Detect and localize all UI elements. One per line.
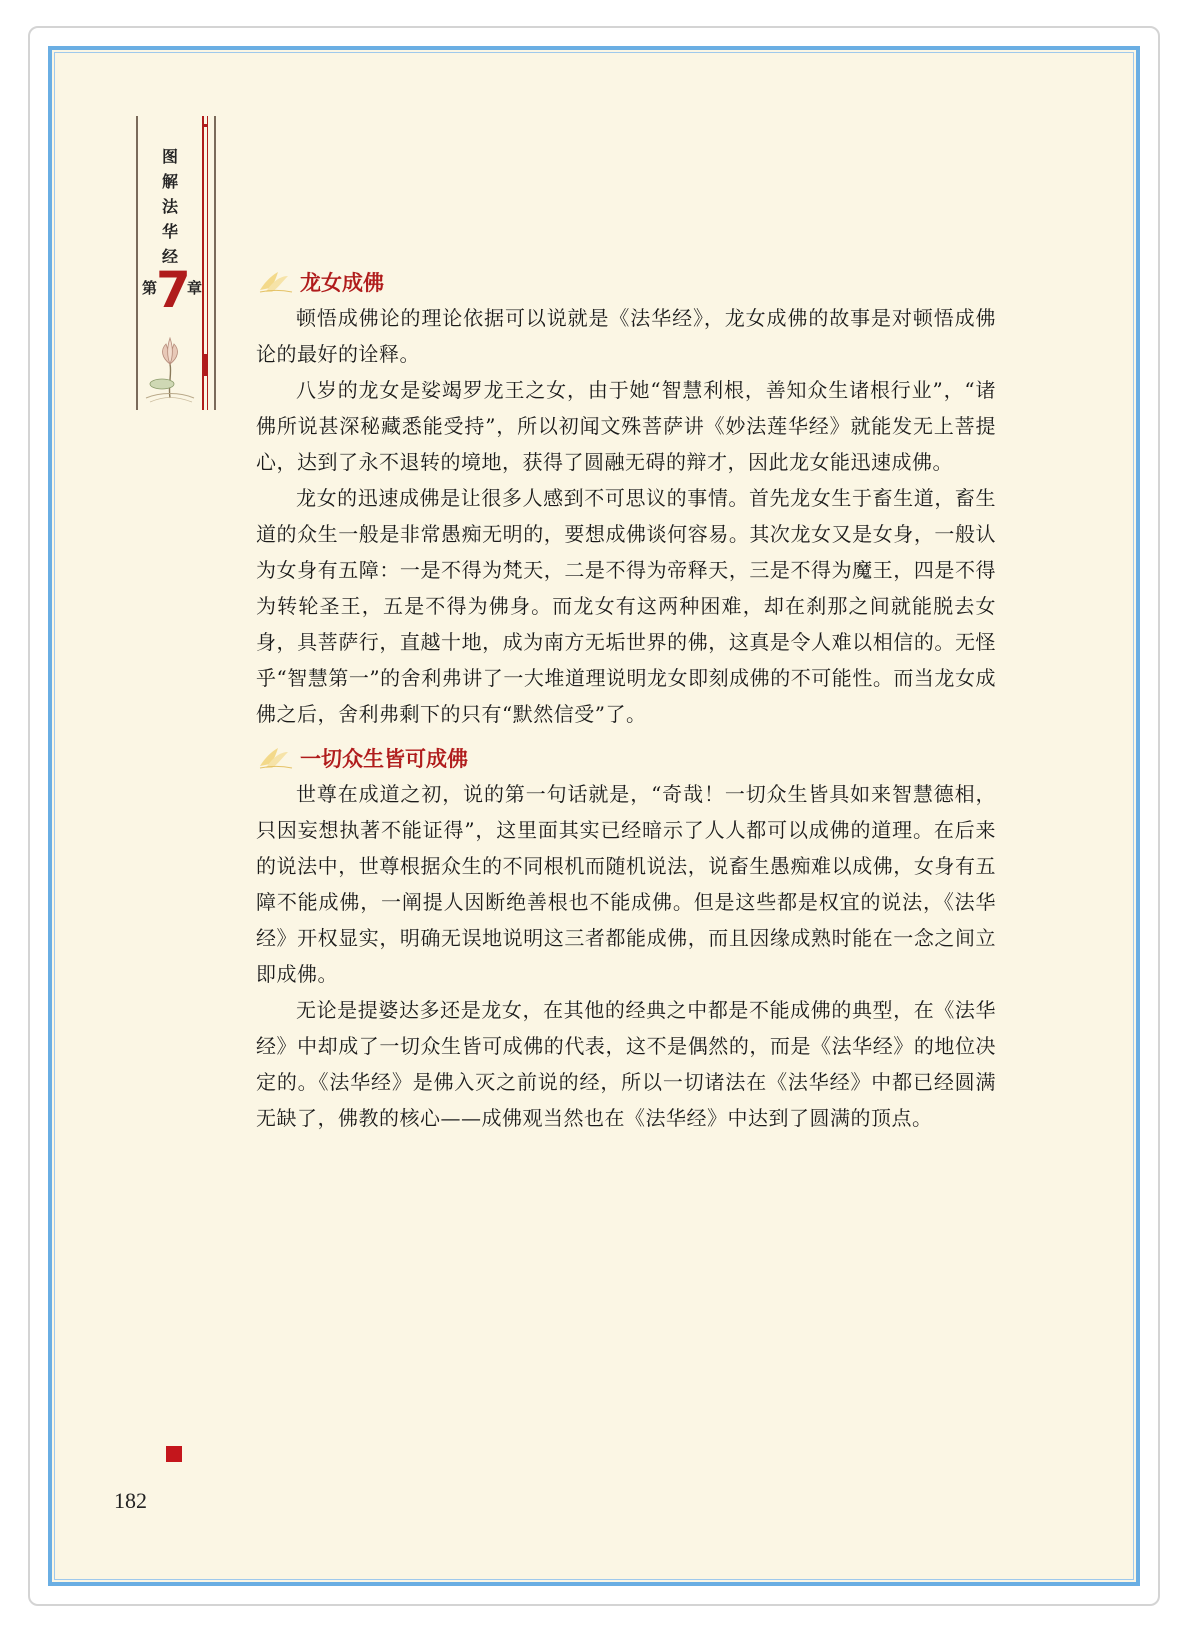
section-yiqie [256,740,996,1136]
section-heading [256,740,996,776]
tab-red-mark-top [202,124,208,127]
paragraph: 无论是提婆达多还是龙女，在其他的经典之中都是不能成佛的典型，在《法华经》中却成了一切众生皆可成佛的代表，这不是偶然的，而是《法华经》的地位决定的。《法华经》是佛入灭之前说的经，所以一切诸法在《法华经》中都已经圆满无缺了，佛教的核心——成佛观当然也在《法华经》中达到了圆满的顶点。 [256,998,996,1130]
book-title-vertical: 图 解 法 华 经 [161,147,178,266]
lotus-bullet-icon [256,744,296,772]
paragraph: 八岁的龙女是娑竭罗龙王之女，由于她“智慧利根，善知众生诸根行业”，“诸佛所说甚深秘藏悉能受持”，所以初闻文殊菩萨讲《妙法莲华经》就能发无上菩提心，达到了永不退转的境地，获得了圆融无碍的辩才，因此龙女能迅速成佛。 [256,378,996,474]
lotus-illustration-icon [142,328,198,404]
red-square-mark [166,1446,182,1462]
section-longnv [256,264,996,732]
chapter-prefix: 第 [142,279,158,297]
lotus-bullet-icon [256,268,296,296]
paragraph: 世尊在成道之初，说的第一句话就是，“奇哉！一切众生皆具如来智慧德相，只因妄想执著不能证得”，这里面其实已经暗示了人人都可以成佛的道理。在后来的说法中，世尊根据众生的不同根机而随机说法，说畜生愚痴难以成佛，女身有五障不能成佛，一阐提人因断绝善根也不能成佛。但是这些都是权宜的说法，《法华经》开权显实，明确无误地说明这三者都能成佛，而且因缘成熟时能在一念之间立即成佛。 [256,782,996,986]
chapter-number: 7 [156,261,191,319]
chapter-marker [140,261,203,322]
tab-red-mark-bottom [202,354,208,376]
chapter-tab [136,116,216,410]
section-heading-text: 龙女成佛 [300,271,384,295]
paragraph: 龙女的迅速成佛是让很多人感到不可思议的事情。首先龙女生于畜生道，畜生道的众生一般是非常愚痴无明的，要想成佛谈何容易。其次龙女又是女身，一般认为女身有五障：一是不得为梵天，二是不得为帝释天，三是不得为魔王，四是不得为转轮圣王，五是不得为佛身。而龙女有这两种困难，却在刹那之间就能脱去女身，具菩萨行，直越十地，成为南方无垢世界的佛，这真是令人难以相信的。无怪乎“智慧第一”的舍利弗讲了一大堆道理说明龙女即刻成佛的不可能性。而当龙女成佛之后，舍利弗剩下的只有“默然信受”了。 [256,486,996,726]
chapter-suffix: 章 [187,279,203,297]
page-number: 182 [114,1488,147,1513]
section-heading [256,264,996,300]
section-heading-text: 一切众生皆可成佛 [300,747,468,771]
main-text [256,264,996,1136]
tab-red-rule [202,116,208,410]
paragraph: 顿悟成佛论的理论依据可以说就是《法华经》，龙女成佛的故事是对顿悟成佛论的最好的诠释。 [256,306,996,366]
